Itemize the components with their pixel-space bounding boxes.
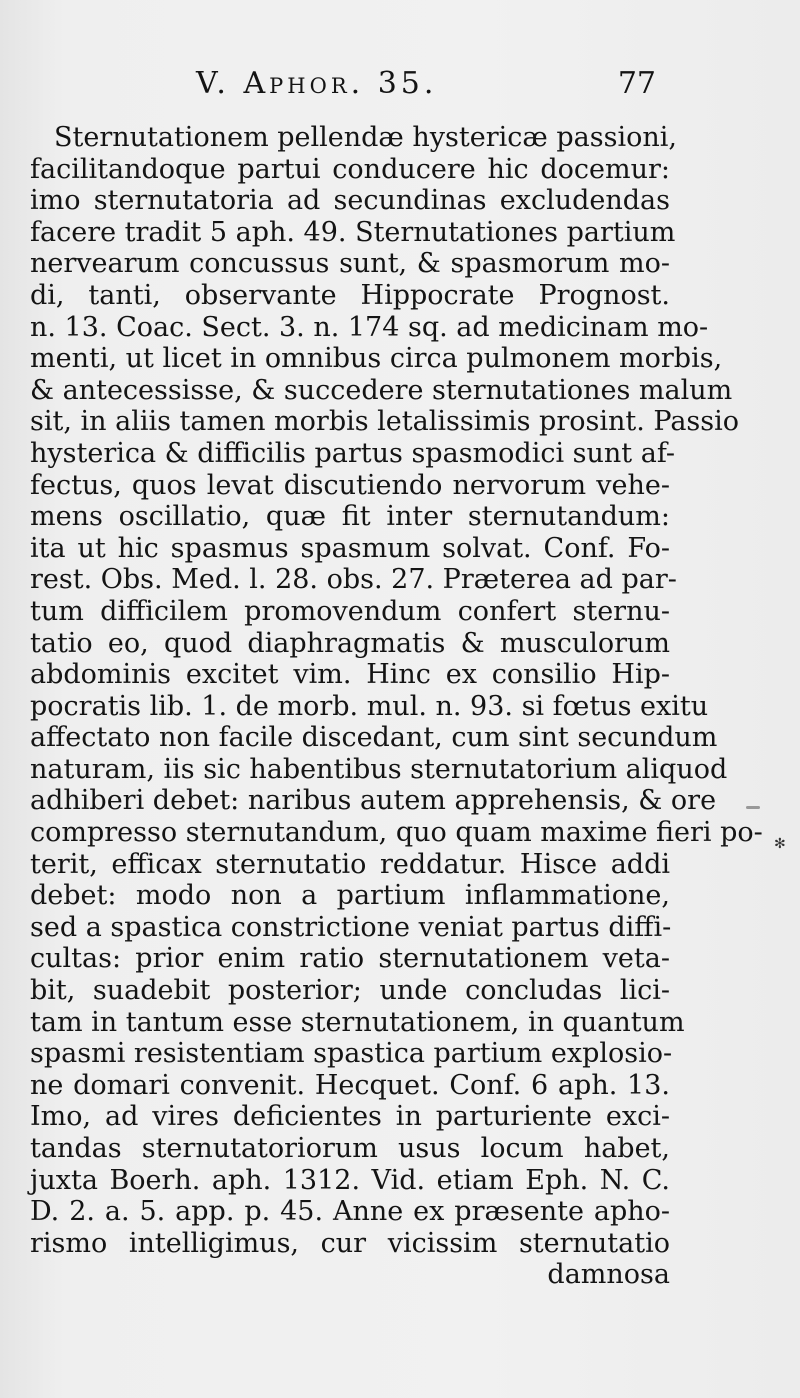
running-title: V. Aphor. 35.	[196, 66, 438, 101]
paper-speck	[746, 806, 760, 809]
text-line: naturam, iis sic habentibus sternutatorium aliquod	[30, 753, 728, 785]
text-line: abdominis excitet vim. Hinc ex consilio Hip-	[30, 659, 670, 691]
ink-mark-icon: ✻	[774, 836, 786, 852]
text-line: pocratis lib. 1. de morb. mul. n. 93. si fœtus exitu	[30, 690, 709, 722]
text-line: fectus, quos levat discutiendo nervorum vehe-	[30, 469, 670, 501]
text-line: rismo intelligimus, cur vicissim sternutatio	[30, 1227, 670, 1259]
text-line: spasmi resistentiam spastica partium explosio-	[30, 1038, 673, 1070]
text-line: tum difficilem promovendum confert sternu-	[30, 595, 670, 627]
text-line: affectato non facile discedant, cum sint secundum	[30, 722, 718, 754]
text-line: tatio eo, quod diaphragmatis & musculorum	[30, 627, 670, 659]
text-line: & antecessisse, & succedere sternutationes malum	[30, 374, 733, 406]
text-line: ne domari convenit. Hecquet. Conf. 6 aph. 13.	[30, 1069, 670, 1101]
text-line: tandas sternutatoriorum usus locum habet,	[30, 1133, 670, 1164]
text-line: nervearum concussus sunt, & spasmorum mo-	[30, 248, 670, 280]
text-line: facere tradit 5 aph. 49. Sternutationes partium	[30, 216, 676, 248]
text-line: cultas: prior enim ratio sternutationem veta-	[30, 943, 670, 975]
text-line: D. 2. a. 5. app. p. 45. Anne ex præsente apho-	[30, 1196, 670, 1228]
page-number: 77	[617, 66, 656, 101]
running-header	[196, 66, 666, 110]
text-line: terit, efficax sternutatio reddatur. Hisce addi	[30, 848, 670, 880]
text-line: juxta Boerh. aph. 1312. Vid. etiam Eph. N. C.	[30, 1164, 670, 1196]
text-line: bit, suadebit posterior; unde concludas lici-	[30, 975, 670, 1007]
text-line: tam in tantum esse sternutationem, in quantum	[30, 1006, 685, 1038]
text-line: Imo, ad vires deficientes in parturiente exci-	[30, 1101, 670, 1133]
catchword: damnosa	[547, 1259, 670, 1291]
text-line: n. 13. Coac. Sect. 3. n. 174 sq. ad medicinam mo-	[30, 311, 709, 343]
text-line: sed a spastica constrictione veniat partus diffi-	[30, 911, 672, 943]
text-line: ita ut hic spasmus spasmum solvat. Conf. Fo-	[30, 532, 670, 564]
text-line: Sternutationem pellendæ hystericæ passioni,	[54, 122, 677, 153]
text-line: di, tanti, observante Hippocrate Prognost.	[30, 279, 670, 311]
text-line: imo sternutatoria ad secundinas excludendas	[30, 185, 670, 217]
text-line: sit, in aliis tamen morbis letalissimis prosint. Passio	[30, 406, 740, 438]
text-line: debet: modo non a partium inflammatione,	[30, 880, 670, 912]
body-text	[30, 122, 763, 1291]
text-line: mens oscillatio, quæ fit inter sternutandum:	[30, 501, 670, 533]
text-line: rest. Obs. Med. l. 28. obs. 27. Præterea ad par-	[30, 564, 677, 596]
text-line: compresso sternutandum, quo quam maxime fieri po-	[30, 817, 763, 849]
text-line: adhiberi debet: naribus autem apprehensis, & ore	[30, 785, 717, 817]
text-line: hysterica & difficilis partus spasmodici sunt af-	[30, 437, 675, 469]
text-line: facilitandoque partui conducere hic docemur:	[30, 153, 670, 185]
text-line: menti, ut licet in omnibus circa pulmonem morbis,	[30, 343, 723, 375]
